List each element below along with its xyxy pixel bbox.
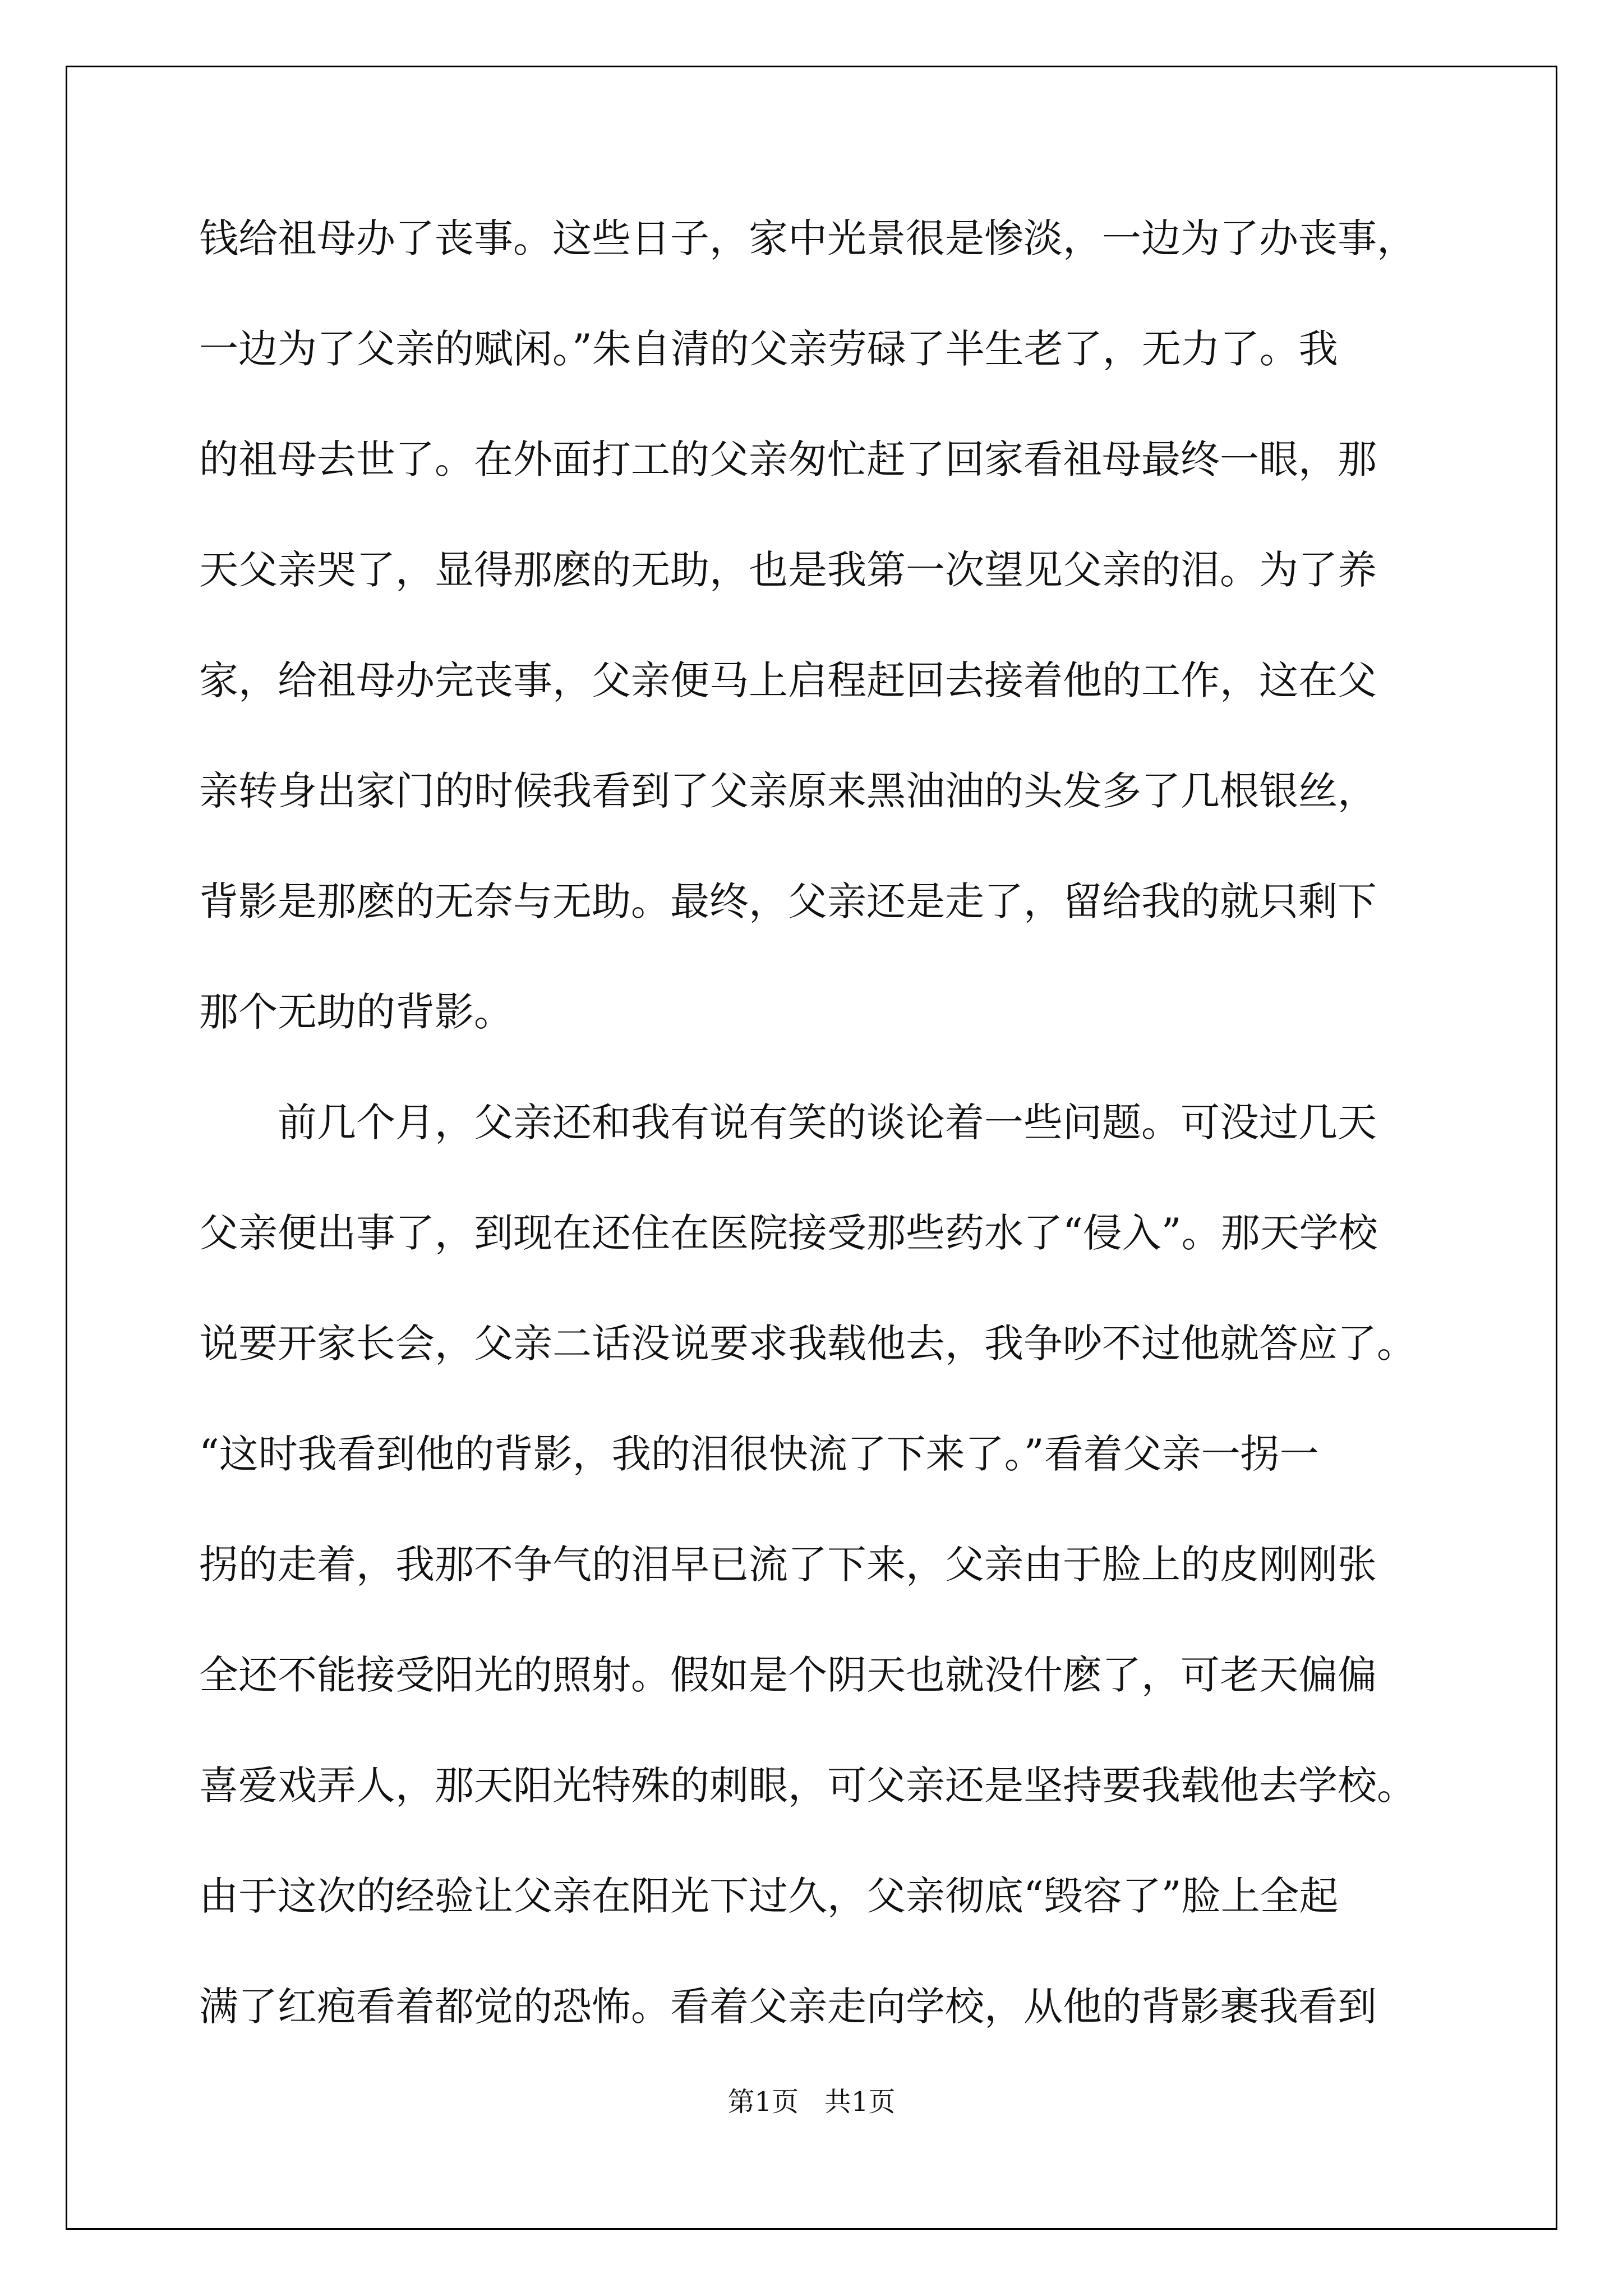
text-line: 一边为了父亲的赋闲。”朱自清的父亲劳碌了半生老了，无力了。我: [199, 326, 1338, 372]
paragraph-start-line: 前几个月，父亲还和我有说有笑的谈论着一些问题。可没过几天: [278, 1099, 1377, 1145]
text-line: 父亲便出事了，到现在还住在医院接受那些药水了“侵入”。那天学校: [199, 1210, 1378, 1256]
page-number: 第1页 共1页: [727, 2086, 896, 2118]
text-line: 亲转身出家门的时候我看到了父亲原来黑油油的头发多了几根银丝，: [199, 768, 1377, 814]
text-line: 满了红疱看着都觉的恐怖。看着父亲走向学校，从他的背影裹我看到: [199, 1984, 1377, 2030]
text-line: 说要开家长会，父亲二话没说要求我载他去，我争吵不过他就答应了。: [199, 1320, 1416, 1366]
text-line: 家，给祖母办完丧事，父亲便马上启程赶回去接着他的工作，这在父: [199, 657, 1377, 703]
text-line: 钱给祖母办了丧事。这些日子，家中光景很是惨淡，一边为了办丧事，: [199, 215, 1416, 261]
text-line: 拐的走着，我那不争气的泪早已流了下来，父亲由于脸上的皮刚刚张: [199, 1542, 1377, 1588]
document-body: [199, 210, 1433, 2089]
text-line: 喜爱戏弄人，那天阳光特殊的刺眼，可父亲还是坚持要我载他去学校。: [199, 1763, 1416, 1809]
text-line: 的祖母去世了。在外面打工的父亲匆忙赶了回家看祖母最终一眼，那: [199, 436, 1377, 482]
text-line: 那个无助的背影。: [199, 989, 513, 1035]
text-line: 全还不能接受阳光的照射。假如是个阴天也就没什麽了，可老天偏偏: [199, 1652, 1377, 1698]
text-line: “这时我看到他的背影，我的泪很快流了下来了。”看着父亲一拐一: [199, 1431, 1319, 1477]
text-line: 背影是那麽的无奈与无助。最终，父亲还是走了，留给我的就只剩下: [199, 878, 1377, 924]
text-line: 天父亲哭了，显得那麽的无助，也是我第一次望见父亲的泪。为了养: [199, 547, 1377, 593]
text-line: 由于这次的经验让父亲在阳光下过久，父亲彻底“毁容了”脸上全起: [199, 1873, 1339, 1919]
